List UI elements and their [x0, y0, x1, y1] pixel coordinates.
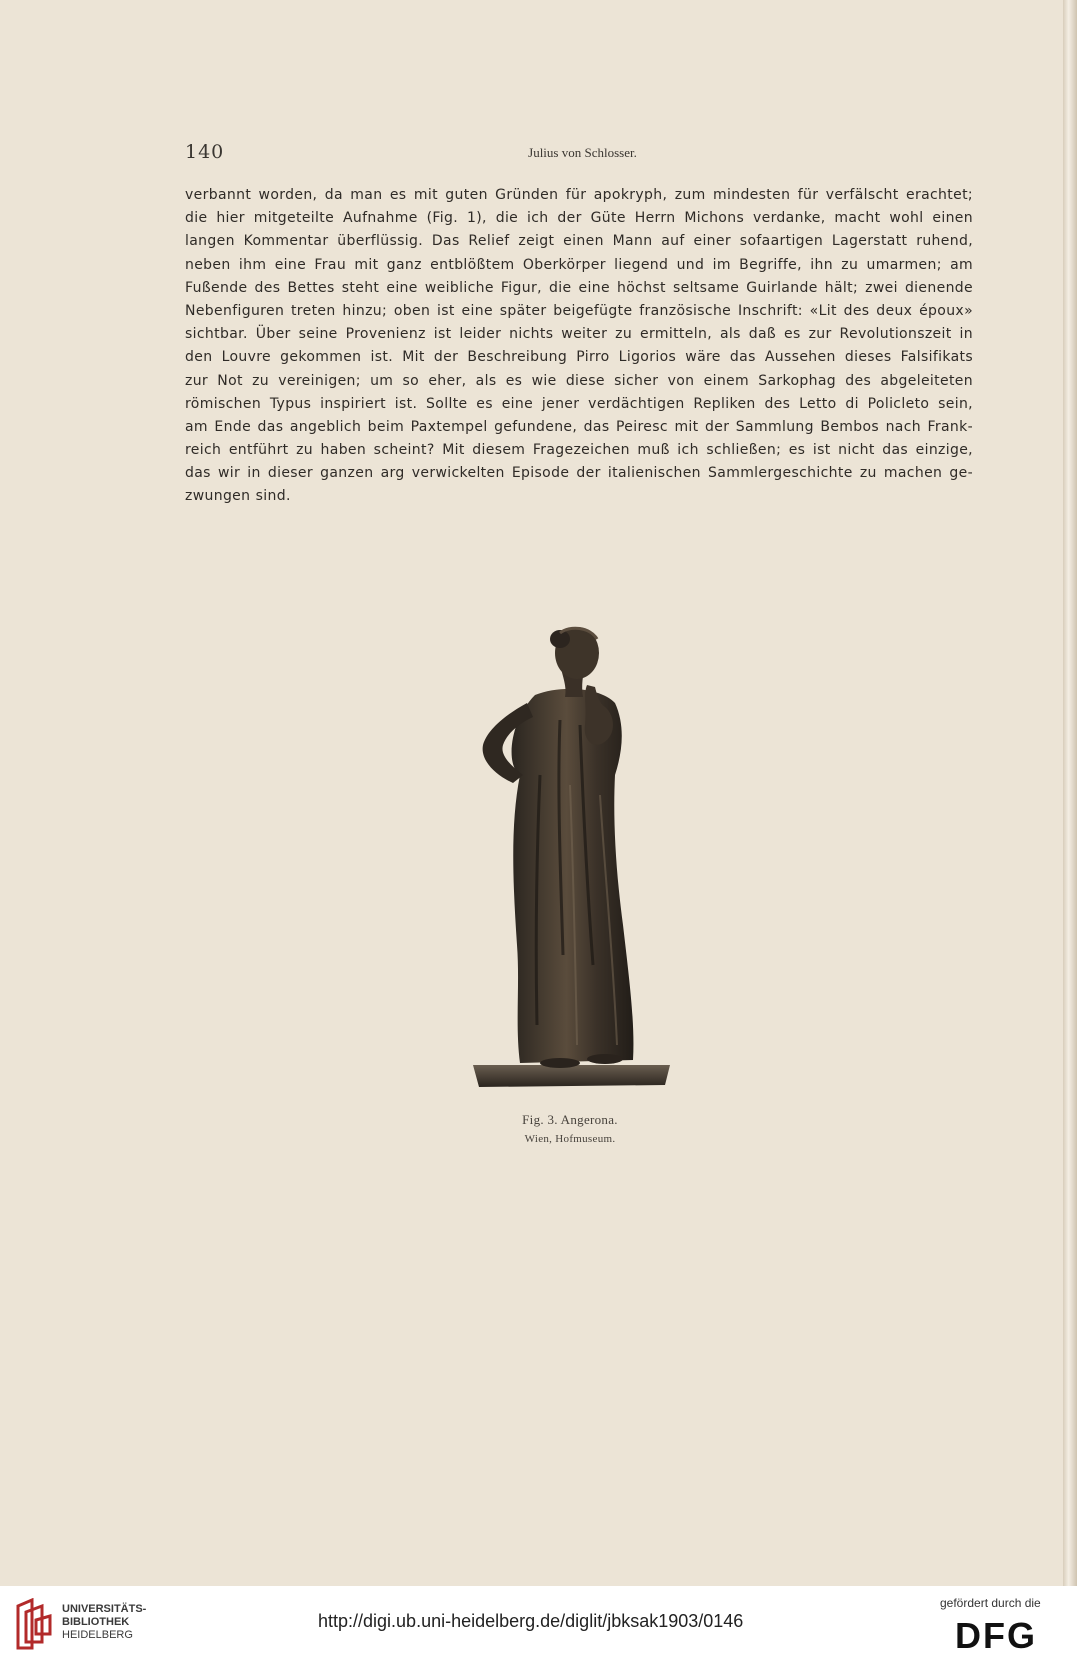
figure-caption: Fig. 3. Angerona.: [522, 1112, 618, 1127]
text-line: am Ende das angeblich beim Paxtempel gefundene, das Peiresc mit der Sammlung Bembos nach Frank-: [185, 418, 973, 435]
text-line: sichtbar. Über seine Provenienz ist leider nichts weiter zu ermitteln, als daß es zur Revolutionszeit in: [185, 326, 973, 343]
text-line: langen Kommentar überflüssig. Das Relief zeigt einen Mann auf einer sofaartigen Lagerstatt ruhend,: [185, 233, 973, 250]
running-head: Julius von Schlosser.: [528, 145, 637, 160]
text-line: verbannt worden, da man es mit guten Gründen für apokryph, zum mindesten für verfälscht erachtet;: [185, 187, 973, 203]
text-line: zur Not zu vereinigen; um so eher, als es wie diese sicher von einem Sarkophag des abgeleiteten: [185, 372, 973, 389]
library-name: UNIVERSITÄTS- BIBLIOTHEK HEIDELBERG: [62, 1603, 147, 1641]
page-edge: [1063, 0, 1077, 1586]
text-line: das wir in dieser ganzen arg verwickelten Episode der italienischen Sammlergeschichte zu machen ge-: [185, 465, 973, 482]
statue-base: [473, 1065, 670, 1087]
text-line: Fußende des Bettes steht eine weibliche Figur, die eine höchst seltsame Guirlande hält; zwei dienende: [185, 279, 973, 296]
text-line: zwungen sind.: [185, 488, 291, 505]
permalink-url[interactable]: http://digi.ub.uni-heidelberg.de/diglit/jbksak1903/0146: [318, 1611, 744, 1631]
text-line: reich entführt zu haben scheint? Mit diesem Fragezeichen muß ich schließen; es ist nicht das einzige,: [185, 442, 973, 459]
body-paragraph: [185, 184, 973, 509]
university-library-logo-icon[interactable]: [12, 1598, 54, 1652]
page-number: 140: [185, 141, 225, 163]
text-line: die hier mitgeteilte Aufnahme (Fig. 1), die ich der Güte Herrn Michons verdanke, macht wohl einen: [185, 210, 973, 227]
footer-bar: [0, 1586, 1077, 1664]
text-line: neben ihm eine Frau mit ganz entblößtem Oberkörper liegend und im Begriffe, ihn zu umarmen; am: [185, 256, 973, 273]
text-line: römischen Typus inspiriert ist. Sollte es eine jener verdächtigen Repliken des Letto di Policleto sein,: [185, 395, 973, 412]
text-line: den Louvre gekommen ist. Mit der Beschreibung Pirro Ligorios wäre das Aussehen dieses Falsifikats: [185, 349, 973, 366]
funding-label: gefördert durch die: [940, 1596, 1041, 1610]
dfg-logo[interactable]: DFG: [955, 1615, 1037, 1656]
figure-location: Wien, Hofmuseum.: [524, 1133, 616, 1145]
text-line: Nebenfiguren treten hinzu; oben ist eine später beigefügte französische Inschrift: «Lit des deux époux»: [185, 302, 973, 319]
statue-figure-image: [465, 625, 675, 1100]
page-header: [185, 141, 980, 165]
